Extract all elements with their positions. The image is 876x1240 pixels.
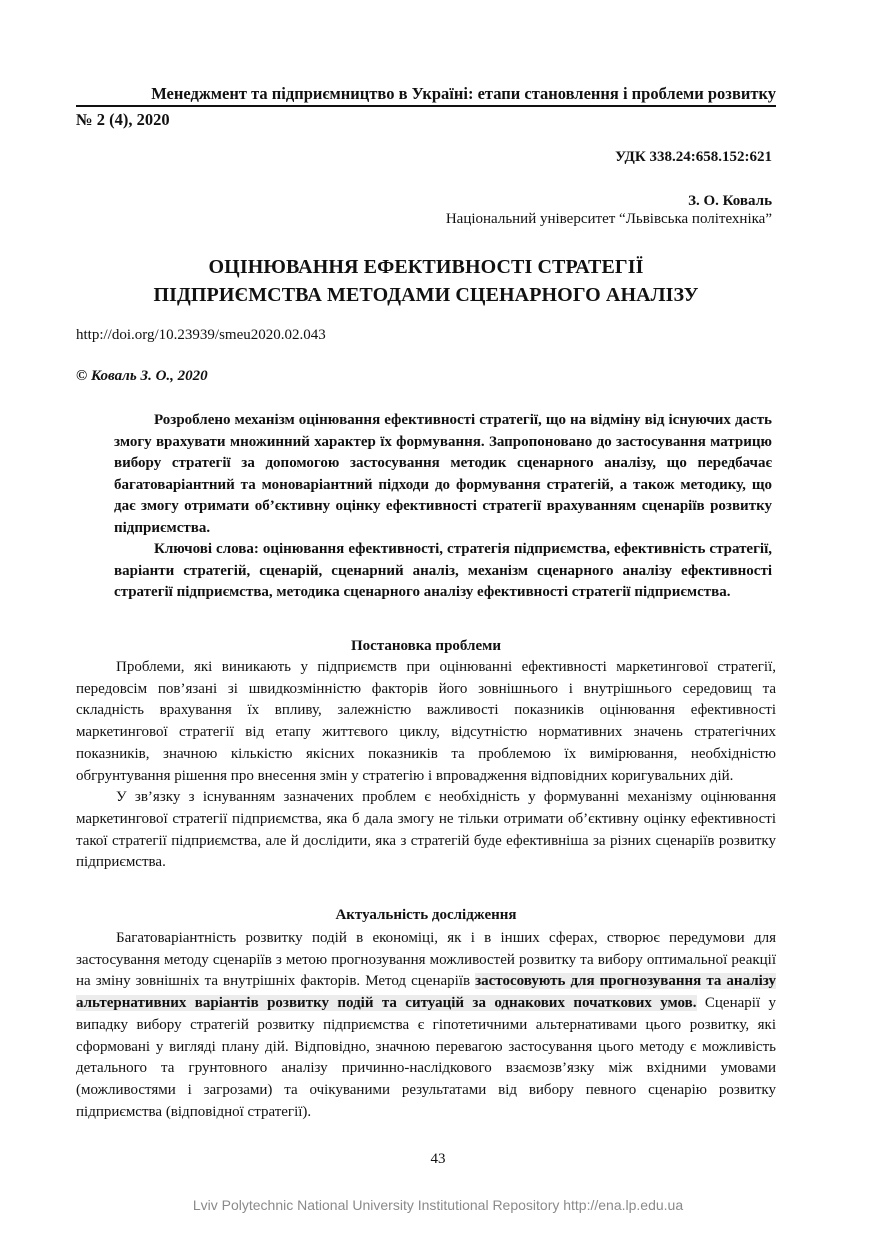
abstract: [114, 410, 772, 604]
doi-link[interactable]: http://doi.org/10.23939/smeu2020.02.043: [76, 327, 326, 343]
section-body-relevance: [76, 928, 776, 1123]
repository-footer: Lviv Polytechnic National University Institutional Repository http://ena.lp.edu.ua: [192, 1197, 684, 1213]
section-body-problem: [76, 657, 776, 874]
journal-title: Менеджмент та підприємництво в Україні: етапи становлення і проблеми розвитку: [151, 84, 776, 103]
section-heading-problem: Постановка проблеми: [351, 638, 501, 654]
paragraph-text: Багатоваріантність розвитку подій в економіці, як і в інших сферах, створює передумови для застосування методу сценаріїв з метою прогнозування можливостей розвитку та вибору оптимальної реакції на зміну зовнішніх та внутрішніх факторів. Метод сценаріїв: [76, 930, 776, 990]
copyright-notice: © Коваль З. О., 2020: [76, 368, 208, 384]
udc-code: УДК 338.24:658.152:621: [615, 149, 772, 165]
abstract-summary: Розроблено механізм оцінювання ефективності стратегії, що на відміну від існуючих дасть змогу врахувати множинний характер їх формування. Запропоновано до застосування матрицю вибору стратегії за допомогою застосування методик сценарного аналізу, що передбачає багатоваріантний та моноваріантний підходи до формування стратегій, а також методику, що дає змогу отримати об’єктивну оцінку ефективності стратегії врахуванням сценаріїв розвитку підприємства.: [114, 412, 772, 536]
header-rule: [76, 105, 776, 107]
article-title-line-1: ОЦІНЮВАННЯ ЕФЕКТИВНОСТІ СТРАТЕГІЇ: [208, 256, 644, 278]
abstract-keywords: Ключові слова: оцінювання ефективності, стратегія підприємства, ефективність стратегії, варіанти стратегій, сценарій, сценарний аналіз, механізм сценарного аналізу ефективності стратегії підприємства, методика сценарного аналізу ефективності стратегії підприємства.: [114, 541, 772, 600]
page-number: 43: [430, 1151, 446, 1167]
author-affiliation: Національний університет “Львівська політехніка”: [445, 211, 772, 227]
article-title-line-2: ПІДПРИЄМСТВА МЕТОДАМИ СЦЕНАРНОГО АНАЛІЗУ: [153, 284, 699, 306]
paragraph: [76, 928, 776, 1123]
section-heading-relevance: Актуальність дослідження: [335, 907, 517, 923]
article-title: [76, 253, 776, 309]
paragraph: Проблеми, які виникають у підприємств при оцінюванні ефективності маркетингової стратегії, передовсім пов’язані зі швидкозмінністю факторів його зовнішнього і внутрішнього середовищ та складність врахування їх впливу, залежністю важливості показників оцінювання ефективності маркетингової стратегії від етапу життєвого циклу, відсутністю нормативних значень стратегічних показників, значною кількістю якісних показників та проблемою їх вимірювання, необхідністю обгрунтування рішення про внесення змін у стратегію і впровадження відповідних коригувальних дій.: [76, 659, 776, 784]
paragraph: У зв’язку з існуванням зазначених проблем є необхідність у формуванні механізму оцінювання маркетингової стратегії підприємства, яка б дала змогу не тільки отримати об’єктивну оцінку ефективності такої стратегії підприємства, але й дослідити, яка з стратегій буде ефективніша за різних сценаріїв розвитку підприємства.: [76, 789, 776, 871]
highlighted-text: застосовують для прогнозування та аналізу альтернативних варіантів розвитку подій та ситуацій за однакових початкових умов.: [76, 973, 777, 1012]
author-name: З. О. Коваль: [688, 193, 772, 209]
issue-number: № 2 (4), 2020: [76, 110, 170, 129]
paragraph-text: Сценарії у випадку вибору стратегій розвитку підприємства є гіпотетичними альтернативами цього розвитку, які сформовані у вигляді плану дій. Відповідно, значною перевагою застосування цього методу є можливість детального та грунтовного аналізу причинно-наслідкового взаємозв’язку між вхідними умовами (можливостями і загрозами) та очікуваними результатами від вибору певного сценарію розвитку підприємства (відповідної стратегії).: [76, 995, 776, 1120]
